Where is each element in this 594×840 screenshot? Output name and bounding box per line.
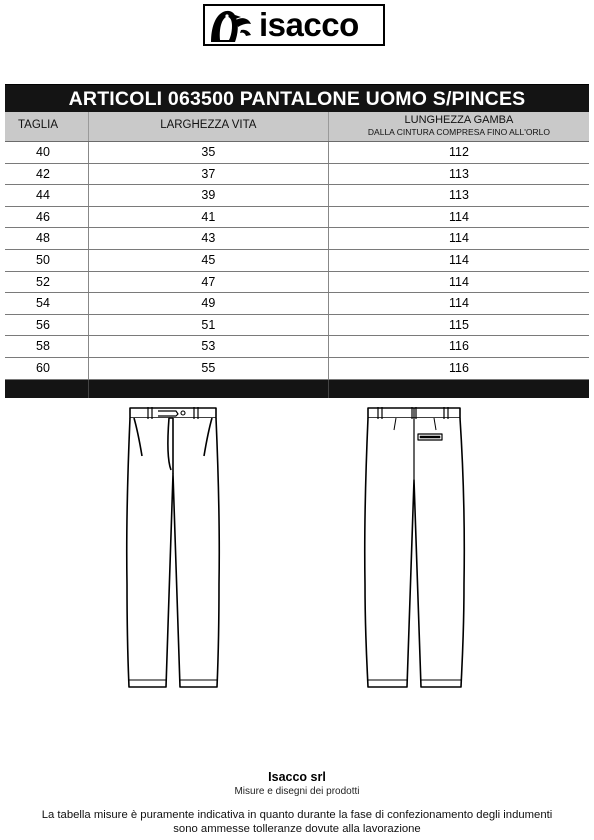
table-row xyxy=(5,293,589,315)
cell-leg: 113 xyxy=(328,164,589,185)
cell-waist: 43 xyxy=(88,228,328,249)
trousers-front-icon xyxy=(118,404,228,694)
cell-waist: 37 xyxy=(88,164,328,185)
header-waist: LARGHEZZA VITA xyxy=(88,112,328,141)
cell-size: 56 xyxy=(36,317,50,332)
table-row xyxy=(5,336,589,358)
cell-leg: 114 xyxy=(328,250,589,271)
cell-leg: 116 xyxy=(328,336,589,357)
table-row xyxy=(5,358,589,380)
disclaimer xyxy=(0,808,594,836)
cell-waist: 41 xyxy=(88,207,328,228)
cell-leg: 116 xyxy=(328,358,589,379)
cell-waist: 55 xyxy=(88,358,328,379)
header-leg-note: DALLA CINTURA COMPRESA FINO ALL'ORLO xyxy=(367,127,550,137)
table-title: ARTICOLI 063500 PANTALONE UOMO S/PINCES xyxy=(5,84,589,112)
cell-leg: 115 xyxy=(328,315,589,336)
size-table xyxy=(5,84,589,398)
cell-size: 54 xyxy=(36,296,50,311)
table-row xyxy=(5,228,589,250)
cell-leg: 114 xyxy=(328,293,589,314)
table-row xyxy=(5,315,589,337)
company-subtitle: Misure e disegni dei prodotti xyxy=(234,786,360,797)
cell-size: 46 xyxy=(36,209,50,224)
cell-leg: 114 xyxy=(328,228,589,249)
cell-size: 42 xyxy=(36,166,50,181)
cell-waist: 49 xyxy=(88,293,328,314)
cell-leg: 113 xyxy=(328,185,589,206)
table-body xyxy=(5,142,589,380)
header-leg-title: LUNGHEZZA GAMBA xyxy=(404,114,514,126)
disclaimer-line-1: La tabella misure è puramente indicativa in quanto durante la fase di confezionamento degli indumenti xyxy=(41,809,553,821)
cell-waist: 47 xyxy=(88,272,328,293)
cell-waist: 45 xyxy=(88,250,328,271)
table-row xyxy=(5,250,589,272)
table-footer-bar xyxy=(5,380,589,398)
cell-waist: 35 xyxy=(88,142,328,163)
cell-leg: 112 xyxy=(328,142,589,163)
table-row xyxy=(5,207,589,229)
cell-leg: 114 xyxy=(328,207,589,228)
cell-waist: 53 xyxy=(88,336,328,357)
company-name: Isacco srl xyxy=(268,770,326,784)
disclaimer-line-2: sono ammesse tolleranze dovute alla lavorazione xyxy=(173,823,421,835)
table-row xyxy=(5,164,589,186)
cell-leg: 114 xyxy=(328,272,589,293)
cell-size: 52 xyxy=(36,274,50,289)
brand-wordmark: isacco xyxy=(259,6,359,43)
cell-size: 48 xyxy=(36,231,50,246)
table-header xyxy=(5,112,589,142)
cell-size: 50 xyxy=(36,252,50,267)
header-size: TAGLIA xyxy=(18,119,59,131)
cell-size: 58 xyxy=(36,339,50,354)
brand-logo xyxy=(203,4,385,46)
trousers-back-icon xyxy=(360,404,470,694)
cell-waist: 39 xyxy=(88,185,328,206)
header-leg xyxy=(328,112,589,141)
cell-size: 40 xyxy=(36,145,50,159)
penguin-mark-icon xyxy=(205,6,257,44)
table-row xyxy=(5,185,589,207)
cell-size: 44 xyxy=(36,188,50,203)
table-row xyxy=(5,272,589,294)
table-row xyxy=(5,142,589,164)
cell-size: 60 xyxy=(36,360,50,375)
cell-waist: 51 xyxy=(88,315,328,336)
